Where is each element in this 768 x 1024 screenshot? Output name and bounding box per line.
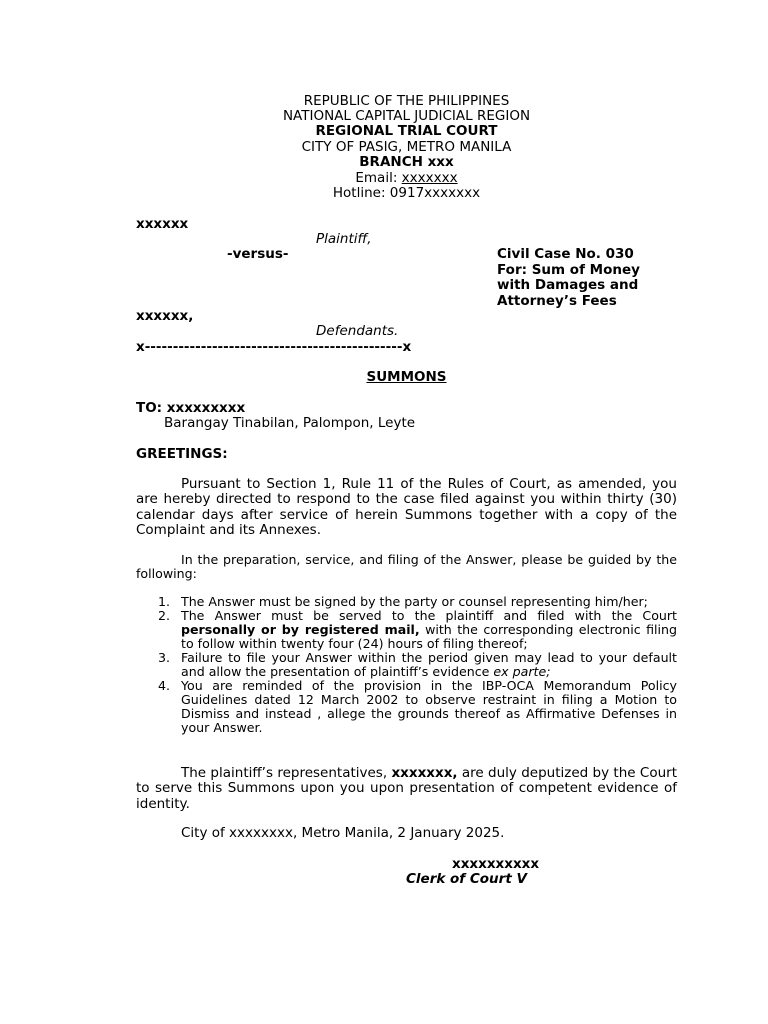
paragraph-directive [136, 477, 677, 538]
guideline-4-text: You are reminded of the provision in the IBP-OCA Memorandum Policy Guidelines dated 12 March 2002 to observe restraint in filing a Motion to Dismiss and instead , allege the grounds thereof as Affirmative Defenses in your Answer. [181, 678, 677, 735]
greetings: GREETINGS: [136, 446, 228, 462]
header-email [136, 171, 677, 186]
guideline-2-bold: personally or by registered mail, [181, 622, 420, 637]
case-for-line1: For: Sum of Money [497, 262, 640, 278]
list-number: 3. [158, 650, 171, 665]
email-label: Email: [355, 170, 402, 186]
paragraph-deputized-b: are duly deputized by the Court to serve this Summons upon you upon presentation of competent evidence of identity. [136, 765, 677, 812]
paragraph-deputized [136, 766, 677, 812]
representatives-name: xxxxxxx, [391, 765, 458, 781]
header-branch: BRANCH xxx [359, 154, 454, 170]
caption-divider: x----------------------------------------------x [136, 339, 412, 355]
list-item [136, 595, 677, 609]
guideline-3-italic: ex parte; [493, 664, 551, 679]
date-line: City of xxxxxxxx, Metro Manila, 2 January 2025. [181, 825, 505, 841]
plaintiff-name: xxxxxx [136, 216, 189, 232]
list-number: 2. [158, 608, 171, 623]
guidelines-list [136, 595, 677, 735]
list-item [136, 679, 677, 735]
header-city: CITY OF PASIG, METRO MANILA [301, 139, 512, 155]
addressee-to: TO: xxxxxxxxx [136, 400, 246, 416]
signatory-title: Clerk of Court V [406, 871, 527, 887]
defendant-name: xxxxxx, [136, 308, 194, 324]
header-region: NATIONAL CAPITAL JUDICIAL REGION [282, 108, 531, 124]
guideline-1-text: The Answer must be signed by the party or counsel representing him/her; [181, 594, 648, 609]
guideline-2-text-b: with the corresponding electronic filing to follow within twenty four (24) hours of filing thereof; [181, 622, 677, 651]
paragraph-deputized-a: The plaintiff’s representatives, [181, 765, 392, 781]
case-number: Civil Case No. 030 [497, 246, 634, 262]
case-for-line2: with Damages and [497, 277, 639, 293]
list-item [136, 651, 677, 679]
email-link[interactable]: xxxxxxx [401, 170, 458, 186]
signatory-name: xxxxxxxxxx [452, 856, 540, 872]
list-number: 1. [158, 594, 171, 609]
header-court: REGIONAL TRIAL COURT [315, 123, 498, 139]
guideline-2-text-a: The Answer must be served to the plaintiff and filed with the Court [181, 608, 677, 623]
document-title: SUMMONS [366, 369, 447, 385]
paragraph-guidance-text: In the preparation, service, and filing of the Answer, please be guided by the following: [136, 552, 677, 582]
versus-label: -versus- [227, 246, 289, 262]
paragraph-guidance [136, 553, 677, 582]
list-number: 4. [158, 678, 171, 693]
list-item [136, 609, 677, 651]
addressee-address: Barangay Tinabilan, Palompon, Leyte [164, 415, 416, 431]
header-hotline: Hotline: 0917xxxxxxx [332, 185, 481, 201]
defendant-label: Defendants. [316, 323, 399, 339]
header-republic: REPUBLIC OF THE PHILIPPINES [303, 93, 510, 109]
paragraph-directive-text: Pursuant to Section 1, Rule 11 of the Rules of Court, as amended, you are hereby directed to respond to the case filed against you within thirty (30) calendar days after service of herein Summons together with a copy of the Complaint and its Annexes. [136, 476, 677, 538]
guideline-3-text: Failure to file your Answer within the period given may lead to your default and allow the presentation of plaintiff’s evidence [181, 650, 677, 679]
case-for-line3: Attorney’s Fees [497, 293, 617, 309]
plaintiff-label: Plaintiff, [316, 231, 372, 247]
